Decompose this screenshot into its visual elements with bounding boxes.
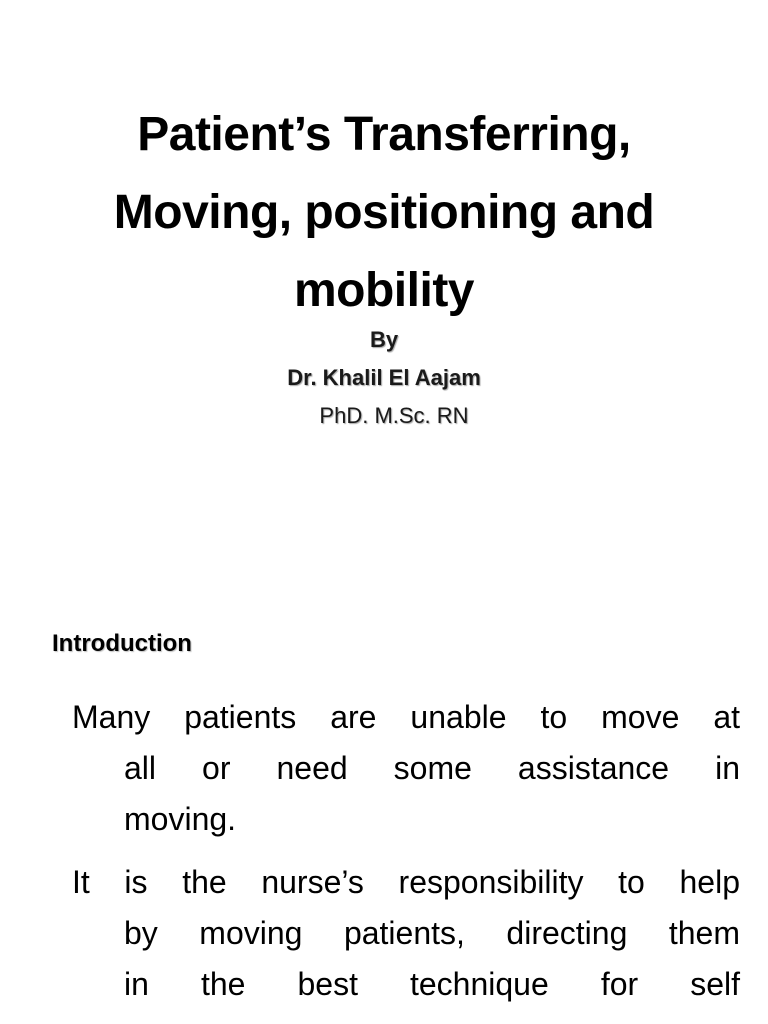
title-line: Moving, positioning and xyxy=(113,186,655,239)
slide-title xyxy=(40,96,728,330)
paragraph-line: Many patients are unable to move at xyxy=(72,699,740,735)
intro-paragraph xyxy=(72,857,740,1010)
title-line: mobility xyxy=(293,264,474,317)
byline-by: By xyxy=(369,327,399,352)
paragraph-line: all or need some assistance in xyxy=(124,750,740,786)
paragraph-line: by moving patients, directing them xyxy=(124,915,740,951)
paragraph-line: moving. xyxy=(124,801,237,837)
author-credentials: PhD. M.Sc. RN xyxy=(319,403,469,428)
intro-paragraph xyxy=(72,692,740,845)
paragraph-line: It is the nurse’s responsibility to help xyxy=(72,864,740,900)
author-name: Dr. Khalil El Aajam xyxy=(287,365,481,390)
section-heading-introduction: Introduction xyxy=(52,630,192,657)
paragraph-line: in the best technique for self xyxy=(124,966,740,1002)
title-line: Patient’s Transferring, xyxy=(137,108,631,161)
